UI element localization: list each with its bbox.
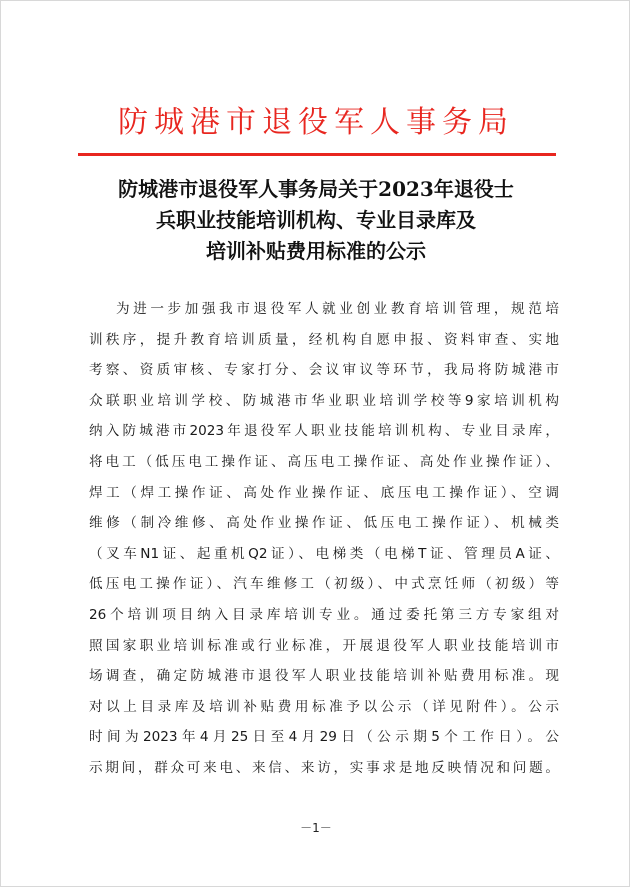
body-line: 众联职业培训学校、防城港市华业职业培训学校等9家培训机构 bbox=[89, 392, 559, 409]
body-line: 低压电工操作证）、汽车维修工（初级）、中式烹饪师（初级）等 bbox=[89, 576, 559, 593]
masthead-title: 防城港市退役军人事务局 bbox=[118, 105, 514, 140]
body-line: 考察、资质审核、专家打分、会议审议等环节，我局将防城港市 bbox=[89, 362, 559, 379]
body-line: 时间为2023年4月25日至4月29日（公示期5个工作日）。公 bbox=[89, 729, 559, 746]
body-line: 维修（制冷维修、高处作业操作证、低压电工操作证）、机械类 bbox=[89, 515, 559, 532]
body-line: 将电工（低压电工操作证、高压电工操作证、高处作业操作证）、 bbox=[89, 453, 559, 470]
body-line: 示期间，群众可来电、来信、来访，实事求是地反映情况和问题。 bbox=[89, 759, 559, 776]
body-line: 为进一步加强我市退役军人就业创业教育培训管理，规范培 bbox=[116, 301, 559, 317]
body-line: 对以上目录库及培训补贴费用标准予以公示（详见附件）。公示 bbox=[89, 698, 559, 715]
document-title bbox=[71, 174, 561, 267]
masthead-red-rule bbox=[78, 153, 556, 156]
body-line: 照国家职业培训标准或行业标准，开展退役军人职业技能培训市 bbox=[89, 637, 559, 654]
body-line: 26个培训项目纳入目录库培训专业。通过委托第三方专家组对 bbox=[89, 606, 559, 623]
body-line: 训秩序，提升教育培训质量，经机构自愿申报、资料审查、实地 bbox=[89, 331, 559, 348]
body-line: 焊工（焊工操作证、高处作业操作证、底压电工操作证）、空调 bbox=[89, 484, 559, 501]
body-line: 场调查，确定防城港市退役军人职业技能培训补贴费用标准。现 bbox=[89, 668, 559, 685]
body-line: （叉车N1证、起重机Q2证）、电梯类（电梯T证、管理员A证、 bbox=[89, 545, 559, 562]
title-line: 防城港市退役军人事务局关于2023年退役士 bbox=[118, 177, 514, 201]
document-body bbox=[89, 294, 559, 784]
title-line: 兵职业技能培训机构、专业目录库及 bbox=[156, 208, 476, 232]
page-number: －1－ bbox=[300, 821, 332, 835]
title-line: 培训补贴费用标准的公示 bbox=[206, 239, 426, 263]
body-line: 纳入防城港市2023年退役军人职业技能培训机构、专业目录库， bbox=[89, 423, 559, 440]
